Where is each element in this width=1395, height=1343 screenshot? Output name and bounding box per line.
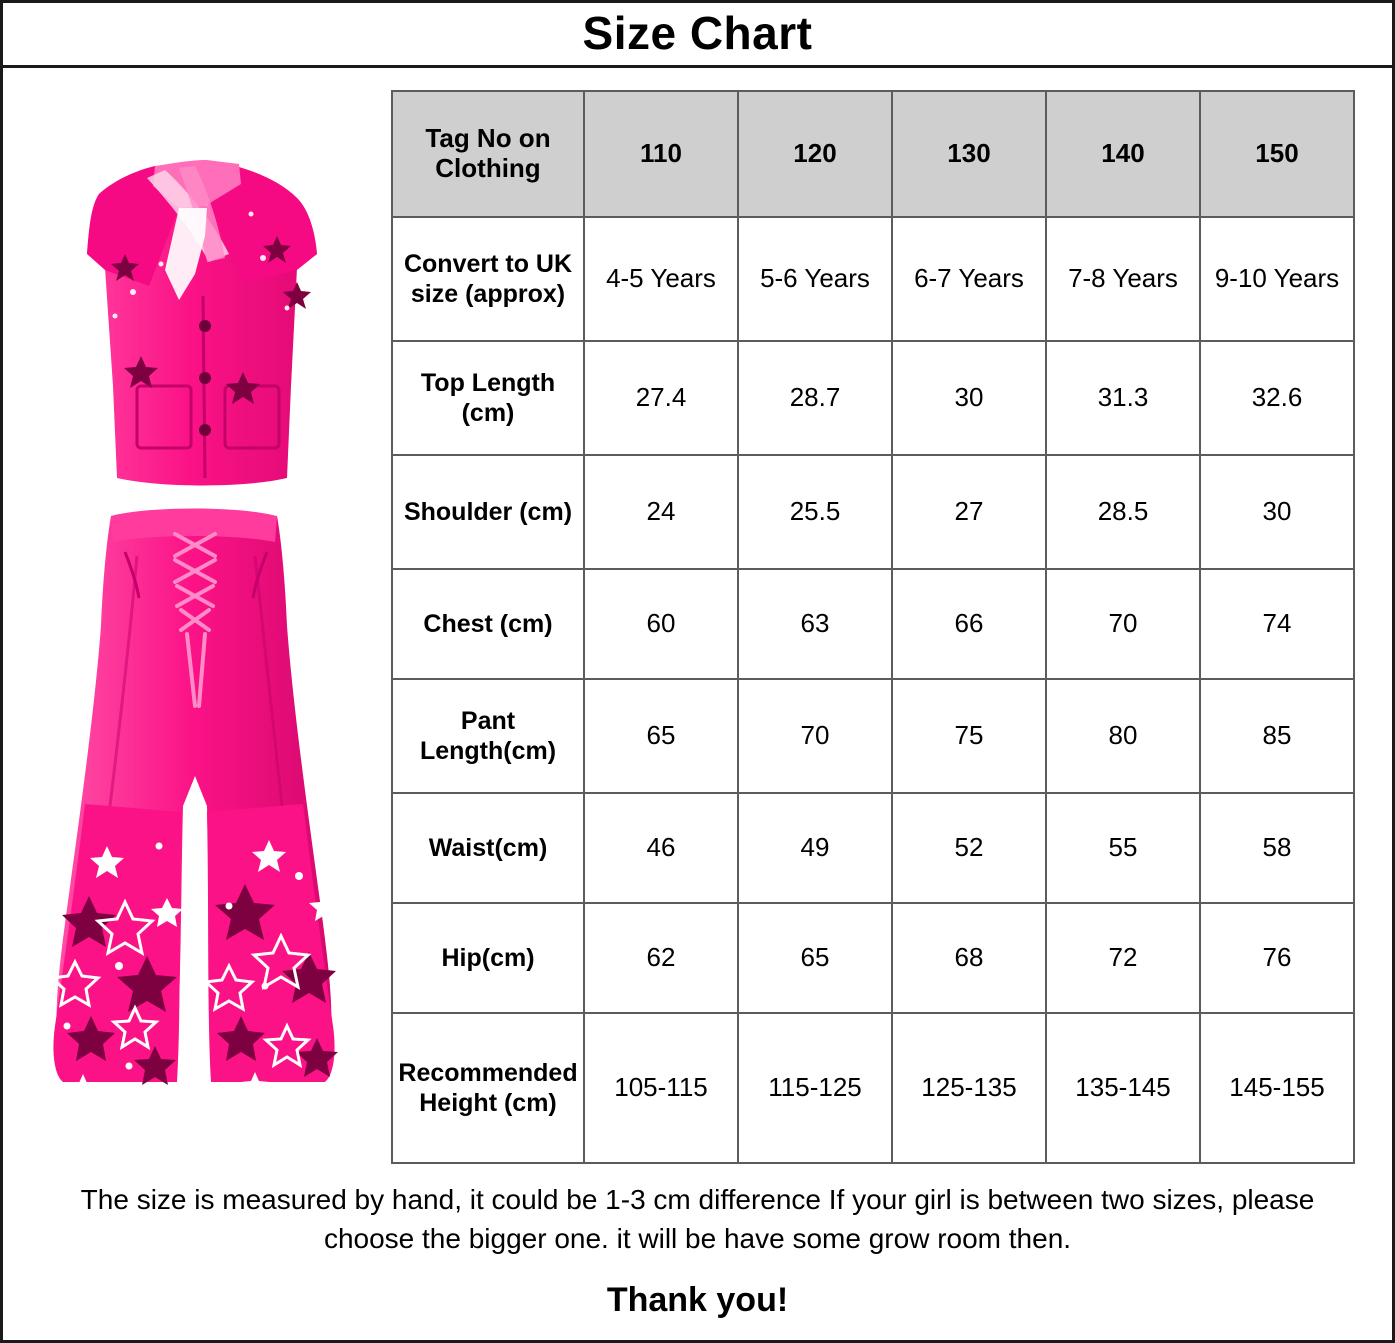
cell-pant-length-130: 75 — [892, 679, 1046, 793]
cell-top-length-120: 28.7 — [738, 341, 892, 455]
cell-height-140: 135-145 — [1046, 1013, 1200, 1163]
cell-height-120: 115-125 — [738, 1013, 892, 1163]
cell-top-length-140: 31.3 — [1046, 341, 1200, 455]
cell-shoulder-130: 27 — [892, 455, 1046, 569]
thank-you-text: Thank you! — [606, 1280, 789, 1319]
cell-chest-130: 66 — [892, 569, 1046, 679]
table-row — [392, 1013, 1354, 1163]
table-row — [392, 679, 1354, 793]
cell-shoulder-140: 28.5 — [1046, 455, 1200, 569]
header-size-150: 150 — [1200, 91, 1354, 217]
cell-hip-120: 65 — [738, 903, 892, 1013]
cell-shoulder-150: 30 — [1200, 455, 1354, 569]
cell-shoulder-110: 24 — [584, 455, 738, 569]
cell-chest-140: 70 — [1046, 569, 1200, 679]
garment-pants — [52, 509, 341, 1087]
cell-top-length-130: 30 — [892, 341, 1046, 455]
row-label-chest: Chest (cm) — [392, 569, 584, 679]
cell-convert-120: 5-6 Years — [738, 217, 892, 341]
row-label-recommended-height: Recommended Height (cm) — [392, 1013, 584, 1163]
table-row — [392, 903, 1354, 1013]
cell-convert-140: 7-8 Years — [1046, 217, 1200, 341]
cell-convert-150: 9-10 Years — [1200, 217, 1354, 341]
chart-content — [3, 68, 1392, 1164]
cell-hip-140: 72 — [1046, 903, 1200, 1013]
cell-shoulder-120: 25.5 — [738, 455, 892, 569]
cell-top-length-150: 32.6 — [1200, 341, 1354, 455]
cell-chest-110: 60 — [584, 569, 738, 679]
cell-pant-length-110: 65 — [584, 679, 738, 793]
cell-chest-120: 63 — [738, 569, 892, 679]
header-tag-label: Tag No on Clothing — [392, 91, 584, 217]
cell-pant-length-120: 70 — [738, 679, 892, 793]
cell-waist-140: 55 — [1046, 793, 1200, 903]
header-size-120: 120 — [738, 91, 892, 217]
cell-height-150: 145-155 — [1200, 1013, 1354, 1163]
cell-height-130: 125-135 — [892, 1013, 1046, 1163]
row-label-top-length: Top Length (cm) — [392, 341, 584, 455]
header-size-130: 130 — [892, 91, 1046, 217]
cell-hip-110: 62 — [584, 903, 738, 1013]
cell-waist-110: 46 — [584, 793, 738, 903]
row-label-hip: Hip(cm) — [392, 903, 584, 1013]
cell-hip-150: 76 — [1200, 903, 1354, 1013]
cell-convert-110: 4-5 Years — [584, 217, 738, 341]
table-row — [392, 569, 1354, 679]
table-row — [392, 455, 1354, 569]
row-label-waist: Waist(cm) — [392, 793, 584, 903]
footer — [3, 1164, 1392, 1319]
garment-illustration — [29, 86, 359, 1086]
row-label-convert-uk-size: Convert to UK size (approx) — [392, 217, 584, 341]
table-row — [392, 341, 1354, 455]
cell-pant-length-140: 80 — [1046, 679, 1200, 793]
row-label-pant-length: Pant Length(cm) — [392, 679, 584, 793]
cell-waist-130: 52 — [892, 793, 1046, 903]
cell-top-length-110: 27.4 — [584, 341, 738, 455]
row-label-shoulder: Shoulder (cm) — [392, 455, 584, 569]
table-row — [392, 217, 1354, 341]
size-table — [391, 90, 1355, 1164]
cell-waist-150: 58 — [1200, 793, 1354, 903]
cell-convert-130: 6-7 Years — [892, 217, 1046, 341]
page-title: Size Chart — [582, 7, 813, 59]
cell-chest-150: 74 — [1200, 569, 1354, 679]
table-header-row — [392, 91, 1354, 217]
header-size-110: 110 — [584, 91, 738, 217]
header-size-140: 140 — [1046, 91, 1200, 217]
measurement-note: The size is measured by hand, it could be 1-3 cm difference If your girl is between two sizes, please choose the bigger one. it will be have some grow room then. — [80, 1184, 1315, 1255]
size-table-wrapper — [379, 86, 1366, 1164]
cell-height-110: 105-115 — [584, 1013, 738, 1163]
cell-pant-length-150: 85 — [1200, 679, 1354, 793]
product-image — [29, 86, 379, 1086]
garment-top — [87, 160, 317, 486]
table-row — [392, 793, 1354, 903]
cell-hip-130: 68 — [892, 903, 1046, 1013]
cell-waist-120: 49 — [738, 793, 892, 903]
